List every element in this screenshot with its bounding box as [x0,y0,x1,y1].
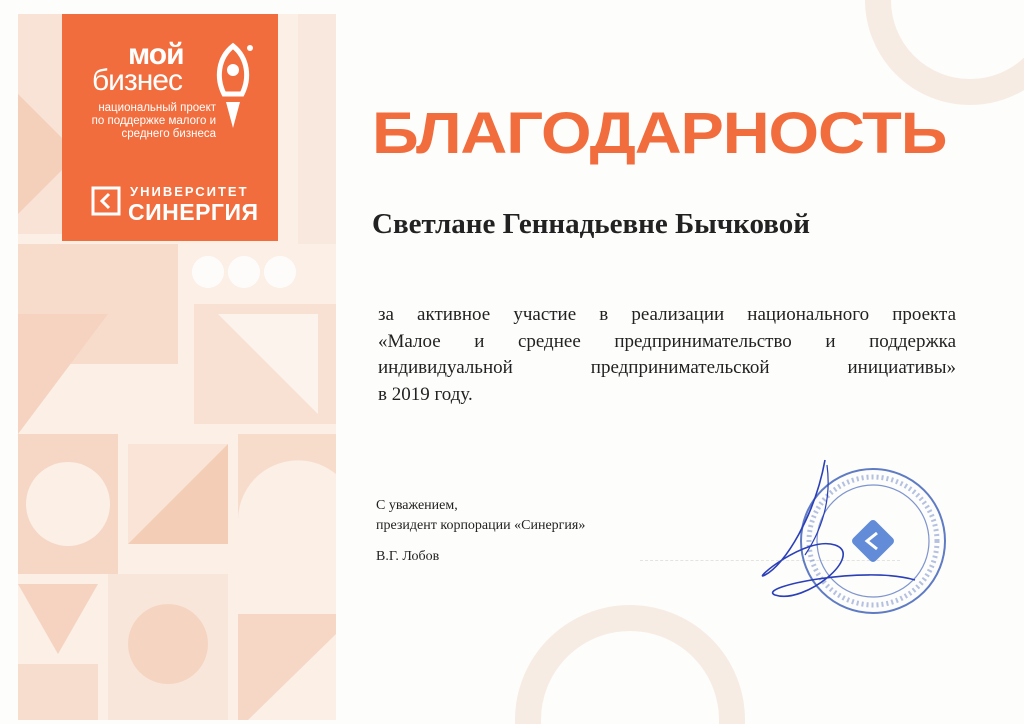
decorative-arc-top [860,0,1024,110]
body-line: «Малое и среднее предпринимательство и поддержка [378,330,956,352]
logo-word-biznes: бизнес [92,64,182,97]
recipient-name: Светлане Геннадьевне Бычковой [372,208,810,240]
certificate-body [378,302,956,408]
regards-text: С уважением, [376,498,458,513]
signature-block [376,496,585,536]
body-line: за активное участие в реализации национального проекта [378,304,956,325]
university-name: СИНЕРГИЯ [128,199,259,225]
logo-subtitle: национальный проект по поддержке малого и среднего бизнеса [91,102,216,140]
brand-logo-block [62,14,278,241]
seal-stamp-with-signature [745,455,965,630]
logo-word-moy: мой [128,38,184,71]
decorative-arc-bottom [510,600,750,724]
signer-name: В.Г. Лобов [376,549,440,564]
body-line: индивидуальной предпринимательской инициативы» [378,357,956,378]
university-label: УНИВЕРСИТЕТ [130,184,249,199]
signer-position: президент корпорации «Синергия» [376,518,586,533]
body-line: в 2019 году. [378,383,473,405]
rocket-icon [212,42,254,132]
university-mark-icon [91,186,121,216]
certificate-title: БЛАГОДАРНОСТЬ [372,101,947,166]
